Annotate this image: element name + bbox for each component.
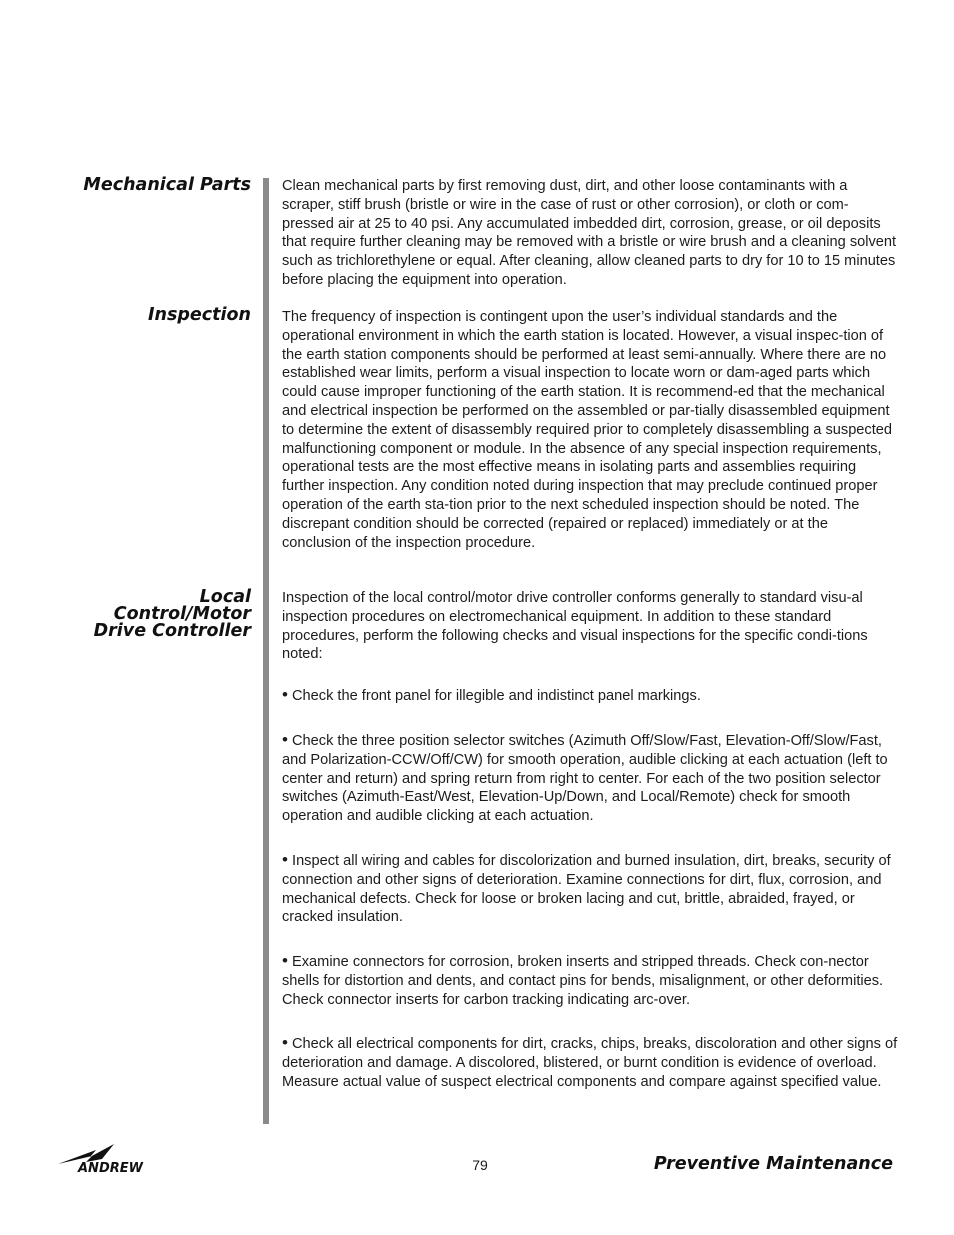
- bullet-item: • Check the three position selector switches (Azimuth Off/Slow/Fast, Elevation-Off/Slow/Fast, and Polarization-CCW/Off/CW) for smooth operation, audible clicking at each actuation (left to center and return) and spring return from right to center. For each of the two position selector switches (Azimuth-East/West, Elevation-Up/Down, and Local/Remote) check for smooth operation and audible clicking at each actuation.: [282, 730, 888, 825]
- bullet-item: • Inspect all wiring and cables for discolorization and burned insulation, dirt, breaks, security of connection and other signs of deterioration. Examine connections for dirt, flux, corrosion, and mechanical defects. Check for loose or broken lacing and cut, brittle, abraided, frayed, or cracked insulation.: [282, 850, 891, 926]
- bullet-item: • Check the front panel for illegible and indistinct panel markings.: [282, 685, 701, 704]
- bullet-icon: •: [282, 850, 288, 869]
- bullet-icon: •: [282, 685, 288, 704]
- andrew-logo-icon: [56, 1140, 176, 1176]
- bullet-item: • Examine connectors for corrosion, broken inserts and stripped threads. Check con-nector shells for distortion and dents, and contact pins for bends, misalignment, or other deformities. Check connector inserts for carbon tracking indicating arc-over.: [282, 951, 884, 1008]
- logo-wordmark: ANDREW: [78, 1161, 143, 1176]
- footer-section-title: Preventive Maintenance: [653, 1154, 893, 1174]
- heading-local-line-3: Drive Controller: [93, 621, 251, 641]
- heading-inspection: Inspection: [147, 305, 251, 325]
- bullet-icon: •: [282, 1033, 288, 1052]
- heading-local-line-1: Local: [199, 587, 251, 607]
- heading-local-line-2: Control/Motor: [113, 604, 251, 624]
- heading-local-control: [94, 589, 251, 640]
- paragraph-local-control: Inspection of the local control/motor drive controller conforms generally to standard visu-al inspection procedures on electromechanical equipment. In addition to these standard procedures, perform the following checks and visual inspections for the specific condi-tions noted:: [282, 590, 868, 663]
- heading-mechanical-parts: Mechanical Parts: [83, 175, 251, 195]
- bullet-item: • Check all electrical components for dirt, cracks, chips, breaks, discoloration and other signs of deterioration and damage. A discolored, blistered, or burnt condition is evidence of overload. Measure actual value of suspect electrical components and compare against specified value.: [282, 1033, 898, 1090]
- bullet-icon: •: [282, 951, 288, 970]
- paragraph-mechanical: Clean mechanical parts by first removing dust, dirt, and other loose contaminants with a scraper, stiff brush (bristle or wire in the case of rust or other corrosion), or cloth or com-pressed air at 25 to 40 psi. Any accumulated imbedded dirt, corrosion, grease, or oil deposits that require further cleaning may be removed with a bristle or wire brush and a cleaning solvent such as trichlorethylene or equal. After cleaning, allow cleaned parts to dry for 10 to 15 minutes before placing the equipment into operation.: [282, 178, 897, 288]
- paragraph-inspection: The frequency of inspection is contingent upon the user’s individual standards and the operational environment in which the earth station is located. However, a visual inspec-tion of the earth station components should be performed at least semi-annually. Where there are no established wear limits, perform a visual inspection to locate worn or dam-aged parts which could cause improper functioning of the earth station. It is recommend-ed that the mechanical and electrical inspection be performed on the assembled or par-tially disassembled equipment to determine the extent of disassembly required prior to completely disassembling a suspected malfunctioning component or module. In the absence of any special inspection requirements, operational tests are the most effective means in isolating parts and assemblies requiring further inspection. Any condition noted during inspection that may preclude continued proper operation of the earth sta-tion prior to the next scheduled inspection should be noted. The discrepant condition should be corrected (repaired or replaced) immediately or at the conclusion of the inspection procedure.: [282, 309, 893, 551]
- page-number: 79: [472, 1157, 488, 1173]
- bullet-icon: •: [282, 730, 288, 749]
- vertical-rule: [263, 178, 269, 1124]
